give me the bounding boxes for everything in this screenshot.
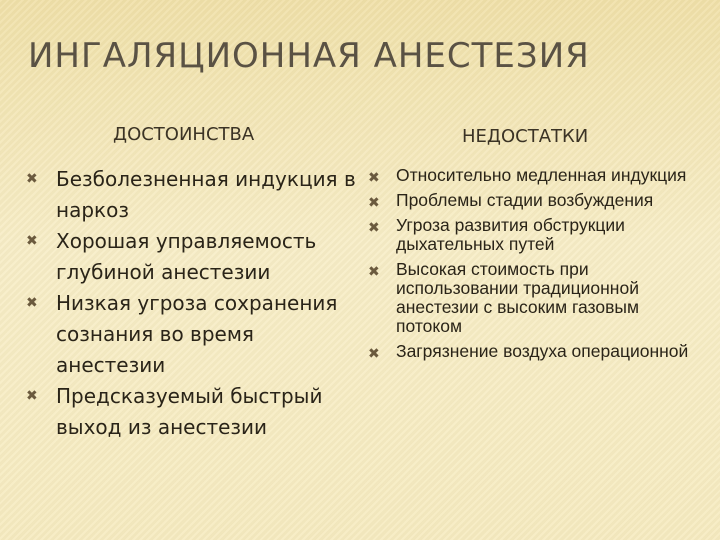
disadvantage-text: Проблемы стадии возбуждения bbox=[396, 190, 654, 210]
x-mark-icon: ✖ bbox=[368, 194, 380, 210]
list-item bbox=[368, 216, 708, 254]
list-item bbox=[26, 381, 356, 443]
list-item bbox=[368, 260, 708, 336]
list-item bbox=[26, 288, 356, 381]
x-mark-icon: ✖ bbox=[368, 263, 380, 279]
advantage-text: Безболезненная индукция в наркоз bbox=[56, 167, 356, 222]
list-item bbox=[368, 191, 708, 210]
disadvantage-text: Загрязнение воздуха операционной bbox=[396, 341, 689, 361]
x-mark-icon: ✖ bbox=[26, 171, 38, 187]
x-mark-icon: ✖ bbox=[26, 388, 38, 404]
x-mark-icon: ✖ bbox=[368, 219, 380, 235]
disadvantage-text: Высокая стоимость при использовании традиционной анестезии с высоким газовым потоком bbox=[396, 259, 639, 336]
advantage-text: Низкая угроза сохранения сознания во время анестезии bbox=[56, 291, 338, 377]
disadvantage-text: Относительно медленная индукция bbox=[396, 165, 687, 185]
advantages-heading: ДОСТОИНСТВА bbox=[113, 124, 255, 145]
advantage-text: Хорошая управляемость глубиной анестезии bbox=[56, 229, 317, 284]
disadvantage-text: Угроза развития обструкции дыхательных путей bbox=[396, 215, 625, 254]
x-mark-icon: ✖ bbox=[26, 233, 38, 249]
advantage-text: Предсказуемый быстрый выход из анестезии bbox=[56, 384, 323, 439]
list-item bbox=[368, 166, 708, 185]
disadvantages-heading: НЕДОСТАТКИ bbox=[462, 126, 589, 147]
list-item bbox=[368, 342, 708, 361]
slide-title: ИНГАЛЯЦИОННАЯ АНЕСТЕЗИЯ bbox=[28, 36, 590, 76]
x-mark-icon: ✖ bbox=[26, 295, 38, 311]
advantages-list bbox=[26, 164, 356, 443]
x-mark-icon: ✖ bbox=[368, 345, 380, 361]
list-item bbox=[26, 226, 356, 288]
disadvantages-list bbox=[368, 166, 708, 367]
x-mark-icon: ✖ bbox=[368, 169, 380, 185]
list-item bbox=[26, 164, 356, 226]
